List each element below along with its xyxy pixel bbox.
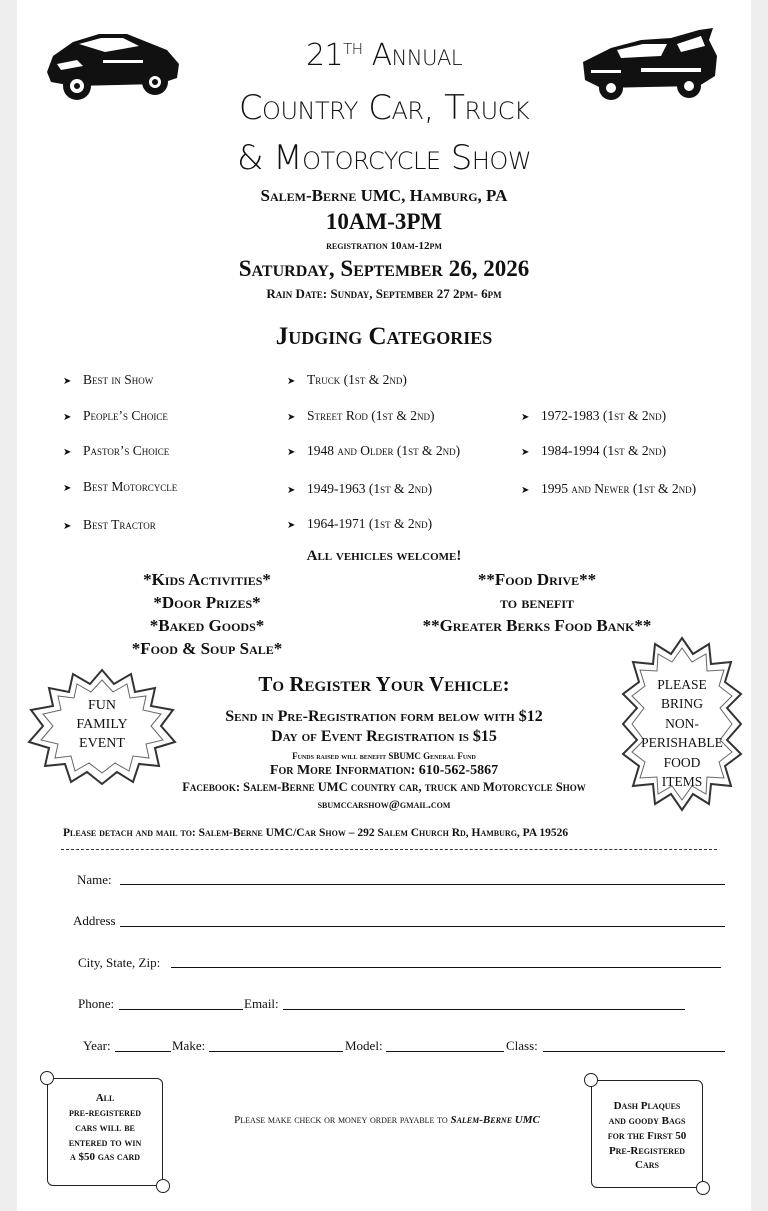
food-items-text: PLEASE BRING NON- PERISHABLE FOOD ITEMS [641, 677, 723, 790]
funds-note: Funds raised will benefit SBUMC General Fund [292, 751, 476, 761]
event-time: 10AM-3PM [325, 209, 443, 234]
city-state-zip-label: City, State, Zip: [78, 955, 161, 970]
mail-address-line: Please detach and mail to: Salem-Berne UMC/Car Show – 292 Salem Church Rd, Hamburg, PA 19526 [63, 827, 569, 839]
venue: Salem-Berne UMC, Hamburg, PA [260, 186, 508, 205]
register-line-1: Send in Pre-Registration form below with $12 [225, 708, 543, 725]
facebook-line: Facebook: Salem-Berne UMC country car, truck and Motorcycle Show [182, 780, 586, 794]
category-item: ➤ Best Motorcycle [63, 479, 178, 494]
category-item: ➤ Truck (1st & 2nd) [287, 372, 407, 387]
name-field[interactable] [120, 884, 725, 885]
category-item: ➤ 1949-1963 (1st & 2nd) [287, 481, 433, 496]
payable-note: Please make check or money order payable to Salem-Berne UMC [234, 1114, 540, 1126]
event-ordinal [17, 38, 751, 73]
phone-label: Phone: [78, 996, 115, 1011]
activity-item: *Baked Goods* [149, 616, 265, 635]
category-item: ➤ People’s Choice [63, 408, 168, 423]
event-date: Saturday, September 26, 2026 [238, 256, 530, 281]
category-item: ➤ Best in Show [63, 372, 154, 387]
phone-field[interactable] [119, 1009, 243, 1010]
email-field[interactable] [283, 1009, 685, 1010]
judging-heading: Judging Categories [275, 323, 493, 350]
address-label: Address [73, 913, 116, 928]
fun-family-text: FUN FAMILY EVENT [76, 698, 128, 751]
register-heading: To Register Your Vehicle: [258, 672, 510, 696]
category-item: ➤ Pastor’s Choice [63, 443, 170, 458]
year-label: Year: [83, 1038, 111, 1053]
title-line-3: & Motorcycle Show [236, 138, 532, 178]
flyer-page [17, 0, 751, 1211]
gas-card-scroll: All pre-registered cars will be entered to win a $50 gas card [47, 1078, 163, 1186]
food-drive-beneficiary: **Greater Berks Food Bank** [422, 616, 652, 635]
annual-label: Annual [371, 38, 463, 73]
year-field[interactable] [115, 1051, 171, 1052]
class-label: Class: [506, 1038, 538, 1053]
title-line-2: Country Car, Truck [238, 88, 530, 128]
class-field[interactable] [543, 1051, 725, 1052]
all-vehicles-welcome: All vehicles welcome! [306, 548, 462, 564]
model-field[interactable] [386, 1051, 504, 1052]
category-item: ➤ Street Rod (1st & 2nd) [287, 408, 435, 423]
activity-item: *Food & Soup Sale* [131, 639, 283, 658]
food-drive [367, 568, 707, 637]
city-state-zip-field[interactable] [171, 967, 721, 968]
ordinal-number: 21 [305, 38, 344, 73]
activity-item: *Door Prizes* [153, 593, 261, 612]
ordinal-suffix: TH [343, 40, 363, 58]
activities-list [77, 568, 337, 660]
more-info: For More Information: 610-562-5867 [269, 763, 499, 778]
category-item: ➤ 1948 and Older (1st & 2nd) [287, 443, 461, 458]
payable-name: Salem-Berne UMC [450, 1114, 540, 1126]
category-item: ➤ Best Tractor [63, 517, 156, 532]
register-line-2: Day of Event Registration is $15 [271, 728, 497, 745]
detach-line [61, 849, 717, 850]
contact-email: sbumccarshow@gmail.com [317, 797, 451, 811]
food-drive-title: **Food Drive** [477, 570, 597, 589]
make-field[interactable] [209, 1051, 343, 1052]
dash-plaques-scroll: Dash Plaques and goody Bags for the First 50 Pre-Registered Cars [591, 1080, 703, 1188]
category-item: ➤ 1984-1994 (1st & 2nd) [521, 443, 667, 458]
make-label: Make: [172, 1038, 206, 1053]
address-field[interactable] [120, 926, 725, 927]
category-item: ➤ 1964-1971 (1st & 2nd) [287, 516, 433, 531]
email-label: Email: [244, 996, 279, 1011]
registration-time: registration 10am-12pm [326, 240, 442, 252]
model-label: Model: [345, 1038, 383, 1053]
name-label: Name: [77, 872, 112, 887]
category-item: ➤ 1972-1983 (1st & 2nd) [521, 408, 667, 423]
category-item: ➤ 1995 and Newer (1st & 2nd) [521, 481, 697, 496]
food-drive-subtitle: to benefit [499, 593, 575, 612]
activity-item: *Kids Activities* [143, 570, 271, 589]
rain-date: Rain Date: Sunday, September 27 2pm- 6pm [266, 286, 502, 301]
